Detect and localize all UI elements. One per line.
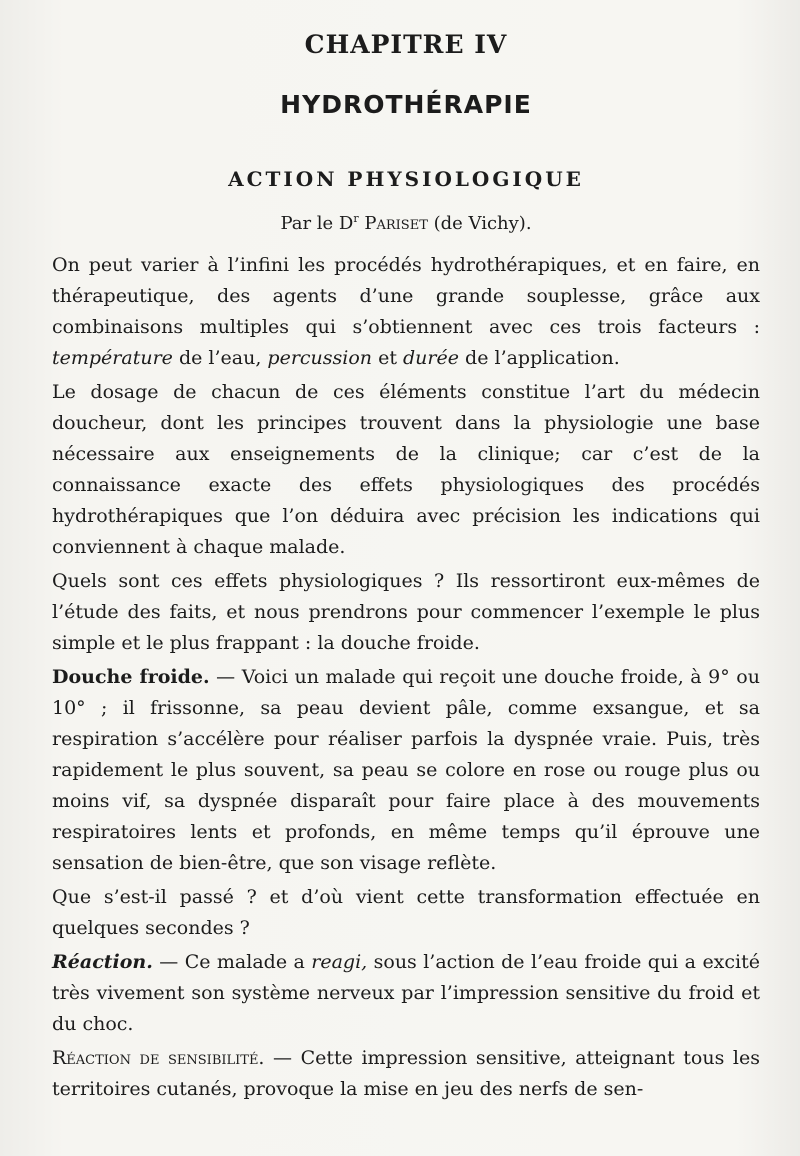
run-in-heading-reaction-sensibilite: Réaction de sensibilité. [52, 1047, 265, 1069]
paragraph-7 [52, 1043, 760, 1105]
paragraph-4-text: — Voici un malade qui reçoit une douche froide, à 9° ou 10° ; il frissonne, sa peau devient pâle, comme exsangue, et sa respiration s’accélère pour réaliser parfois la dyspnée vraie. Puis, très rapidement le plus souvent, sa peau se colore en rose ou rouge plus ou moins vif, sa dyspnée disparaît pour faire place à des mouvements respiratoires lents et profonds, en même temps qu’il éprouve une sensation de bien-être, que son visage reflète. [52, 666, 760, 874]
run-in-heading-douche-froide: Douche froide. [52, 666, 210, 688]
paragraph-1-emphasis-duree: durée [403, 347, 459, 369]
paragraph-6-text-a: — Ce malade a [152, 951, 312, 973]
paragraph-1-text-b: de l’eau, [172, 347, 268, 369]
paragraph-4 [52, 662, 760, 879]
byline-sup: r [353, 212, 359, 225]
chapter-heading: CHAPITRE IV [304, 30, 508, 59]
byline-suffix: (de Vichy). [427, 213, 532, 234]
byline [52, 204, 760, 234]
section-heading: ACTION PHYSIOLOGIQUE [228, 167, 584, 191]
chapter-title: HYDROTHÉRAPIE [280, 90, 532, 119]
byline-author: Pariset [364, 213, 428, 234]
paragraph-6-emphasis-reagi: reagi, [311, 951, 368, 973]
paragraph-1-text-a: On peut varier à l’infini les procédés hydrothérapiques, et en faire, en thérapeutique, des agents d’une grande souplesse, grâce aux combinaisons multiples qui s’obtiennent avec ces trois facteurs : [52, 254, 760, 338]
paragraph-6-text-b: sous l’action de l’eau froide qui a excité très vivement son système nerveux par l’impression sensitive du froid et du choc. [52, 951, 760, 1035]
paragraph-2: Le dosage de chacun de ces éléments constitue l’art du médecin doucheur, dont les principes trouvent dans la physiologie une base nécessaire aux enseignements de la clinique; car c’est de la connaissance exacte des effets physiologiques des procédés hydrothérapiques que l’on déduira avec précision les indications qui conviennent à chaque malade. [52, 381, 760, 558]
paragraph-3: Quels sont ces effets physiologiques ? Ils ressortiront eux-mêmes de l’étude des faits, et nous prendrons pour commencer l’exemple le plus simple et le plus frappant : la douche froide. [52, 570, 760, 654]
paragraph-7-text: — Cette impression sensitive, atteignant tous les territoires cutanés, provoque la mise en jeu des nerfs de sen- [52, 1047, 760, 1100]
paragraph-1-text-c: et [372, 347, 404, 369]
paragraph-1-text-d: de l’application. [459, 347, 620, 369]
paragraph-5: Que s’est-il passé ? et d’où vient cette transformation effectuée en quelques secondes ? [52, 886, 760, 939]
paragraph-1-emphasis-temperature: température [52, 347, 173, 369]
page-content [52, 28, 760, 1108]
paragraph-1-emphasis-percussion: percussion [267, 347, 373, 369]
body-text [52, 250, 760, 1105]
paragraph-6 [52, 947, 760, 1040]
run-in-heading-reaction: Réaction. [52, 951, 153, 973]
paragraph-1 [52, 250, 760, 374]
byline-prefix: Par le D [280, 213, 354, 234]
